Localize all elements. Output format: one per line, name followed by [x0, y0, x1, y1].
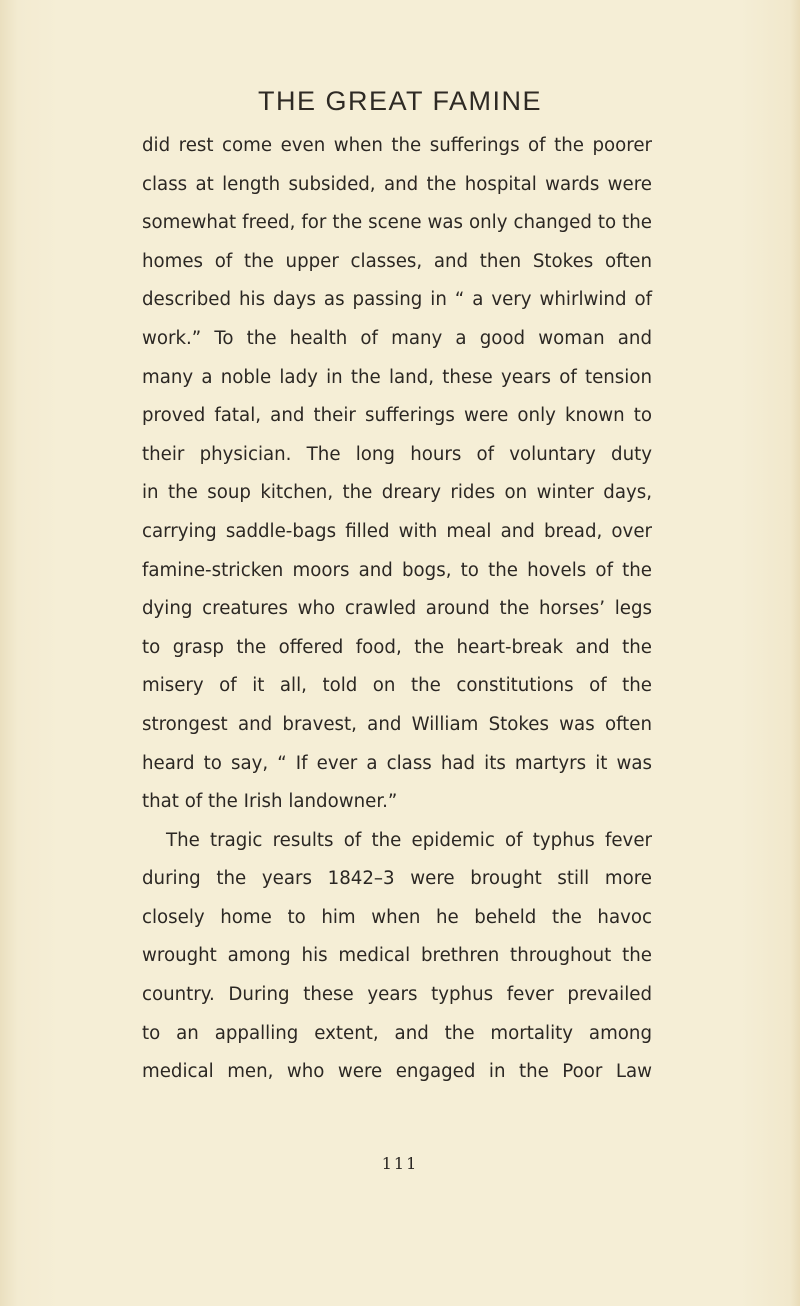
paragraph-2	[142, 822, 652, 1092]
text-line: to an appalling extent, and the mortality among	[142, 1022, 652, 1044]
text-line: that of the Irish landowner.”	[142, 791, 398, 813]
text-line: dying creatures who crawled around the horses’ legs	[142, 598, 652, 620]
text-line: country. During these years typhus fever prevailed	[142, 984, 652, 1006]
text-line: in the soup kitchen, the dreary rides on winter days,	[142, 482, 652, 504]
text-line: somewhat freed, for the scene was only changed to the	[142, 212, 652, 234]
text-line: The tragic results of the epidemic of typhus fever	[166, 829, 652, 851]
page-number: 111	[381, 1154, 419, 1173]
text-line: famine-stricken moors and bogs, to the hovels of the	[142, 559, 652, 581]
text-line: their physician. The long hours of voluntary duty	[142, 443, 652, 465]
text-line: wrought among his medical brethren throughout the	[142, 945, 652, 967]
text-line: heard to say, “ If ever a class had its martyrs it was	[142, 752, 652, 774]
text-line: during the years 1842–3 were brought still more	[142, 868, 652, 890]
text-line: work.” To the health of many a good woman and	[142, 327, 652, 349]
text-line: to grasp the offered food, the heart-break and the	[142, 636, 652, 658]
running-head: THE GREAT FAMINE	[257, 86, 543, 116]
body-text	[142, 127, 652, 1092]
text-line: closely home to him when he beheld the havoc	[142, 906, 652, 928]
text-line: strongest and bravest, and William Stokes was often	[142, 713, 652, 735]
text-line: carrying saddle-bags filled with meal and bread, over	[142, 520, 652, 542]
text-line: medical men, who were engaged in the Poor Law	[142, 1061, 652, 1083]
text-line: described his days as passing in “ a very whirlwind of	[142, 289, 652, 311]
text-line: class at length subsided, and the hospital wards were	[142, 173, 652, 195]
paragraph-1	[142, 127, 652, 822]
text-line: homes of the upper classes, and then Stokes often	[142, 250, 652, 272]
text-line: misery of it all, told on the constitutions of the	[142, 675, 652, 697]
text-line: many a noble lady in the land, these years of tension	[142, 366, 652, 388]
text-line: did rest come even when the sufferings of the poorer	[142, 135, 652, 156]
text-line: proved fatal, and their sufferings were only known to	[142, 405, 652, 427]
